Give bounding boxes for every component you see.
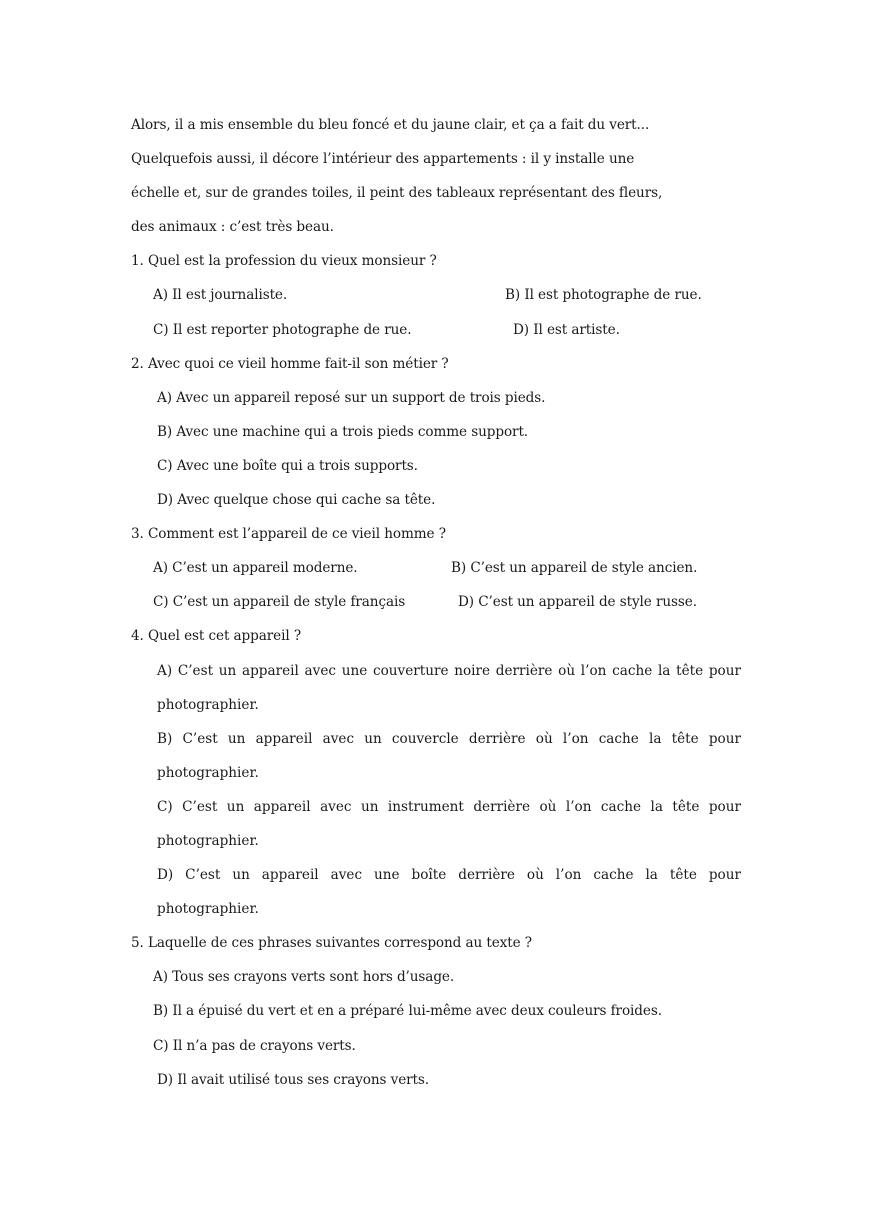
question-3-options-row-2 [131,585,741,619]
q1-option-b: B) Il est photographe de rue. [505,287,702,304]
q4-option-c: C) C’est un appareil avec un instrument derrière où l’on cache la tête pour photographier. [157,798,741,849]
question-4: 4. Quel est cet appareil ? [131,628,302,645]
q2-option-d: D) Avec quelque chose qui cache sa tête. [157,492,436,509]
q5-option-c: C) Il n’a pas de crayons verts. [153,1037,356,1054]
intro-line-2: Quelquefois aussi, il décore l’intérieur des appartements : il y installe une [131,151,635,168]
q1-option-d: D) Il est artiste. [513,321,620,338]
document-page [131,108,741,1097]
q5-option-a: A) Tous ses crayons verts sont hors d’usage. [153,969,455,986]
q3-option-b: B) C’est un appareil de style ancien. [451,560,698,577]
q2-option-a: A) Avec un appareil reposé sur un support de trois pieds. [157,389,546,406]
question-1-options-row-2 [131,313,741,347]
question-1: 1. Quel est la profession du vieux monsieur ? [131,253,437,270]
q1-option-c: C) Il est reporter photographe de rue. [153,321,412,338]
intro-line-3: échelle et, sur de grandes toiles, il peint des tableaux représentant des fleurs, [131,185,663,202]
q3-option-c: C) C’est un appareil de style français [153,594,406,611]
question-3-options-row-1 [131,551,741,585]
q5-option-d: D) Il avait utilisé tous ses crayons verts. [157,1071,430,1088]
q2-option-c: C) Avec une boîte qui a trois supports. [157,457,418,474]
question-3: 3. Comment est l’appareil de ce vieil homme ? [131,526,446,543]
question-2: 2. Avec quoi ce vieil homme fait-il son métier ? [131,355,449,372]
question-1-options-row-1 [131,278,741,312]
q4-option-d: D) C’est un appareil avec une boîte derrière où l’on cache la tête pour photographier. [157,867,741,918]
question-5: 5. Laquelle de ces phrases suivantes correspond au texte ? [131,935,532,952]
q3-option-a: A) C’est un appareil moderne. [153,560,358,577]
q5-option-b: B) Il a épuisé du vert et en a préparé lui-même avec deux couleurs froides. [153,1003,662,1020]
q1-option-a: A) Il est journaliste. [153,287,288,304]
q2-option-b: B) Avec une machine qui a trois pieds comme support. [157,423,529,440]
q3-option-d: D) C’est un appareil de style russe. [458,594,697,611]
intro-line-1: Alors, il a mis ensemble du bleu foncé et du jaune clair, et ça a fait du vert... [131,117,650,133]
q4-option-b: B) C’est un appareil avec un couvercle derrière où l’on cache la tête pour photographier. [157,730,741,781]
intro-line-4: des animaux : c’est très beau. [131,219,334,236]
q4-option-a: A) C’est un appareil avec une couverture noire derrière où l’on cache la tête pour photographier. [157,662,741,713]
